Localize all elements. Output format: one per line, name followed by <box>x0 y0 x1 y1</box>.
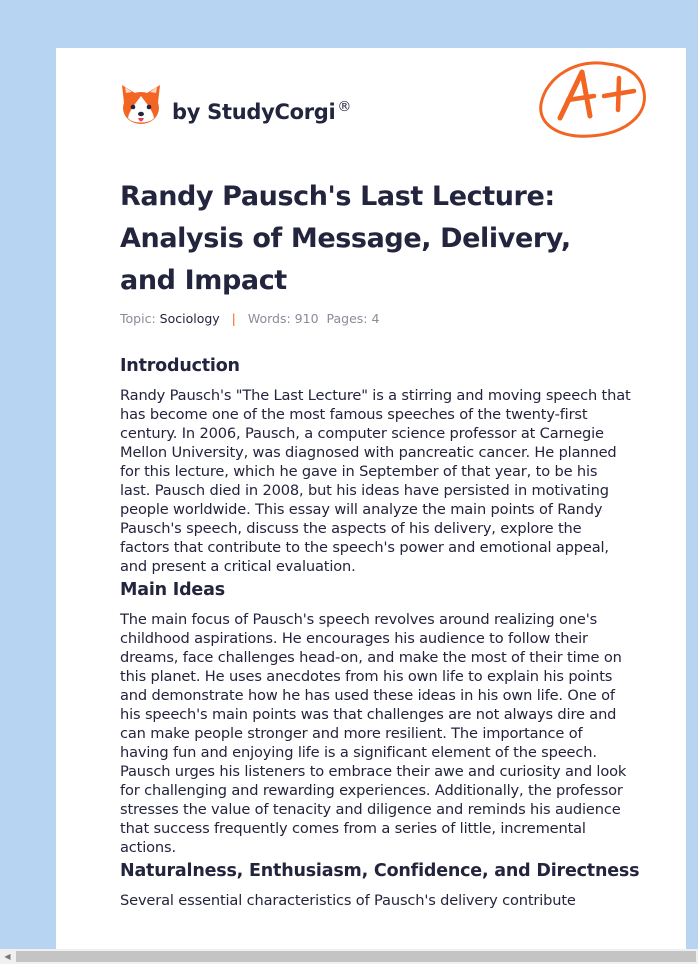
section-paragraph-main-ideas: The main focus of Pausch's speech revolves around realizing one's childhood aspirations. He encourages his audience to follow their dreams, face challenges head-on, and make the most of their time on this planet. He uses anecdotes from his own life to explain his points and demonstrate how he has used these ideas in his own life. One of his speech's main points was that challenges are not always dire and can make people stronger and more resilient. The importance of having fun and enjoying life is a significant element of the speech. Pausch urges his listeners to embrace their awe and curiosity and look for challenging and rewarding experiences. Additionally, the professor stresses the value of tenacity and diligence and reminds his audience that success frequently comes from a series of little, incremental actions. <box>120 611 627 856</box>
page-title: Randy Pausch's Last Lecture: Analysis of Message, Delivery, and Impact <box>120 181 571 296</box>
a-plus-grade-icon <box>538 58 648 140</box>
document-page <box>56 48 686 964</box>
corgi-logo-icon[interactable] <box>120 83 162 129</box>
scroll-left-arrow-icon[interactable]: ◀ <box>4 952 11 961</box>
section-heading-introduction: Introduction <box>120 356 240 376</box>
section-paragraph-delivery: Several essential characteristics of Pausch's delivery contribute <box>120 892 576 909</box>
topic-label: Topic: <box>120 311 156 326</box>
scrollbar-thumb[interactable] <box>16 951 696 962</box>
meta-separator: | <box>231 311 236 326</box>
section-heading-main-ideas: Main Ideas <box>120 580 225 600</box>
topic-link[interactable]: Sociology <box>159 311 220 326</box>
site-header <box>120 76 351 136</box>
registered-mark: ® <box>337 98 352 115</box>
page-count: Pages: 4 <box>326 311 380 326</box>
word-count: Words: 910 <box>247 311 319 326</box>
essay-content <box>120 352 640 910</box>
brand-name[interactable]: by StudyCorgi ® <box>172 98 352 124</box>
section-heading-delivery: Naturalness, Enthusiasm, Confidence, and Directness <box>120 861 640 881</box>
document-meta <box>120 311 379 326</box>
section-paragraph-introduction: Randy Pausch's "The Last Lecture" is a stirring and moving speech that has become one of the most famous speeches of the twenty-first century. In 2006, Pausch, a computer science professor at Carnegie Mellon University, was diagnosed with pancreatic cancer. He planned for this lecture, which he gave in September of that year, to be his last. Pausch died in 2008, but his ideas have persisted in motivating people worldwide. This essay will analyze the main points of Randy Pausch's speech, discuss the aspects of his delivery, explore the factors that contribute to the speech's power and emotional appeal, and present a critical evaluation. <box>120 387 631 575</box>
horizontal-scrollbar[interactable] <box>0 949 698 964</box>
